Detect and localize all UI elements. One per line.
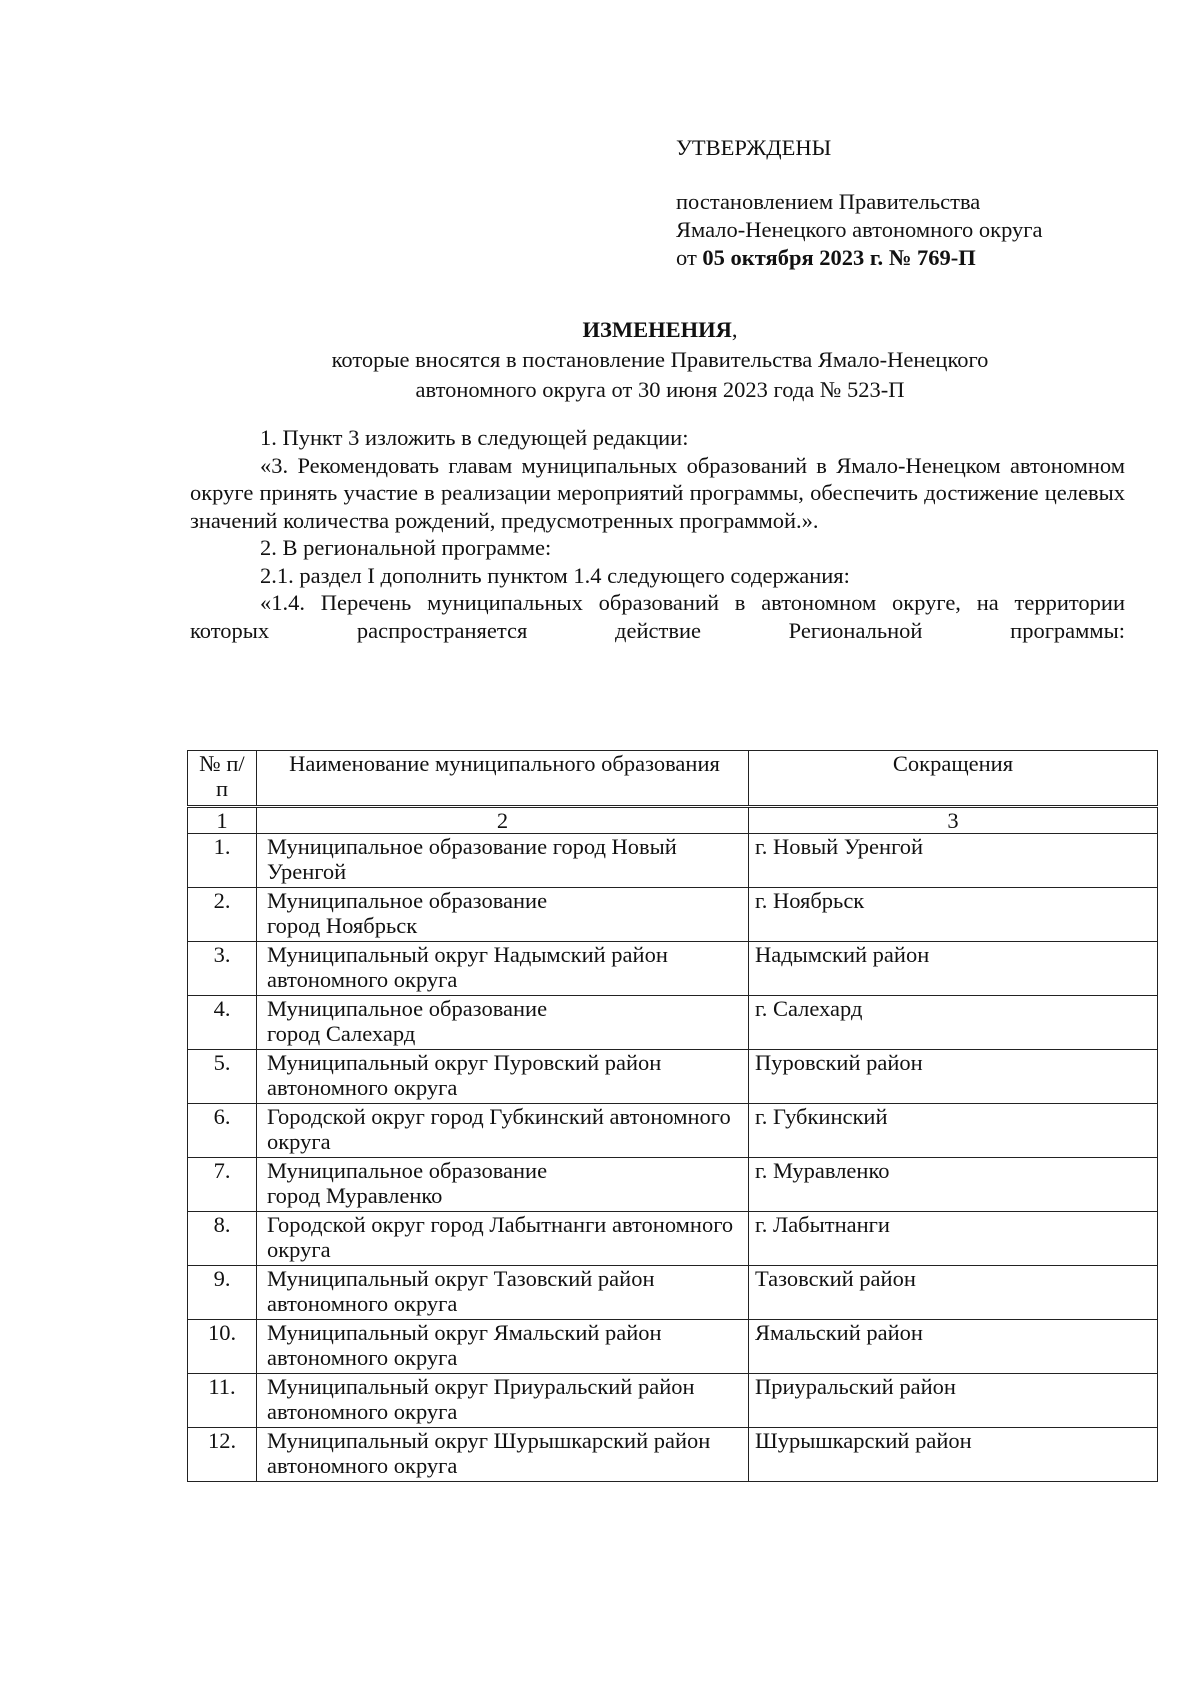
header-name: Наименование муниципального образования [257,751,749,807]
column-number: 1 [188,807,257,834]
table-header-row [188,751,1158,807]
municipalities-table [187,750,1158,1482]
approval-line-1: постановлением Правительства [676,189,981,214]
row-name: Муниципальное образование город Муравленко [257,1158,749,1212]
document-body [190,424,1125,644]
table-row [188,1104,1158,1158]
row-short-name: г. Салехард [749,996,1158,1050]
table-row [188,1212,1158,1266]
table-row [188,834,1158,888]
row-name: Муниципальный округ Шурышкарский район автономного округа [257,1428,749,1482]
approval-line-2: Ямало-Ненецкого автономного округа [676,217,1043,242]
row-number: 3. [188,942,257,996]
row-name: Муниципальное образование город Ноябрьск [257,888,749,942]
table-row [188,1428,1158,1482]
title-comma: , [731,317,738,342]
table-row [188,1050,1158,1104]
row-short-name: г. Губкинский [749,1104,1158,1158]
row-short-name: Шурышкарский район [749,1428,1158,1482]
row-number: 11. [188,1374,257,1428]
row-number: 8. [188,1212,257,1266]
approval-date-number: 05 октября 2023 г. № 769-П [702,245,976,270]
row-short-name: г. Новый Уренгой [749,834,1158,888]
paragraph: 2.1. раздел I дополнить пунктом 1.4 следующего содержания: [260,562,850,588]
row-name: Муниципальный округ Ямальский район автономного округа [257,1320,749,1374]
table-row [188,1374,1158,1428]
column-number: 2 [257,807,749,834]
table-row [188,1320,1158,1374]
row-number: 4. [188,996,257,1050]
paragraph: 1. Пункт 3 изложить в следующей редакции: [260,425,689,450]
row-name: Городской округ город Лабытнанги автономного округа [257,1212,749,1266]
row-short-name: г. Муравленко [749,1158,1158,1212]
header-number: № п/п [188,751,257,807]
title-main: ИЗМЕНЕНИЯ [582,317,732,342]
row-name: Городской округ город Губкинский автономного округа [257,1104,749,1158]
row-short-name: Надымский район [749,942,1158,996]
row-number: 5. [188,1050,257,1104]
paragraph: «3. Рекомендовать главам муниципальных образований в Ямало-Ненецком автономном округе принять участие в реализации мероприятий программы, обеспечить достижение целевых значений количества рождений, предусмотренных программой.». [190,452,1125,533]
row-number: 9. [188,1266,257,1320]
table-row [188,888,1158,942]
row-number: 7. [188,1158,257,1212]
row-short-name: г. Лабытнанги [749,1212,1158,1266]
column-numbers-row [188,807,1158,834]
table-row [188,1266,1158,1320]
row-short-name: г. Ноябрьск [749,888,1158,942]
paragraph: «1.4. Перечень муниципальных образований в автономном округе, на территории которых распространяется действие Региональной программы: [190,590,1125,643]
row-number: 12. [188,1428,257,1482]
approval-date-line [676,244,1043,272]
row-number: 1. [188,834,257,888]
table-row [188,996,1158,1050]
approval-prefix: от [676,245,697,270]
row-short-name: Пуровский район [749,1050,1158,1104]
row-short-name: Ямальский район [749,1320,1158,1374]
column-number: 3 [749,807,1158,834]
row-name: Муниципальное образование город Новый Уренгой [257,834,749,888]
row-name: Муниципальный округ Приуральский район автономного округа [257,1374,749,1428]
row-number: 6. [188,1104,257,1158]
title-sub-1: которые вносятся в постановление Правительства Ямало-Ненецкого [331,347,989,372]
row-name: Муниципальный округ Надымский район автономного округа [257,942,749,996]
row-number: 10. [188,1320,257,1374]
row-short-name: Приуральский район [749,1374,1158,1428]
row-name: Муниципальный округ Пуровский район автономного округа [257,1050,749,1104]
paragraph: 2. В региональной программе: [260,535,552,560]
document-title [0,315,1200,405]
title-sub-2: автономного округа от 30 июня 2023 года № 523-П [415,377,905,402]
row-name: Муниципальное образование город Салехард [257,996,749,1050]
row-number: 2. [188,888,257,942]
header-short: Сокращения [749,751,1158,807]
row-name: Муниципальный округ Тазовский район автономного округа [257,1266,749,1320]
approval-stamp [676,134,1043,272]
row-short-name: Тазовский район [749,1266,1158,1320]
table-row [188,942,1158,996]
approval-heading: УТВЕРЖДЕНЫ [676,135,832,160]
table-row [188,1158,1158,1212]
